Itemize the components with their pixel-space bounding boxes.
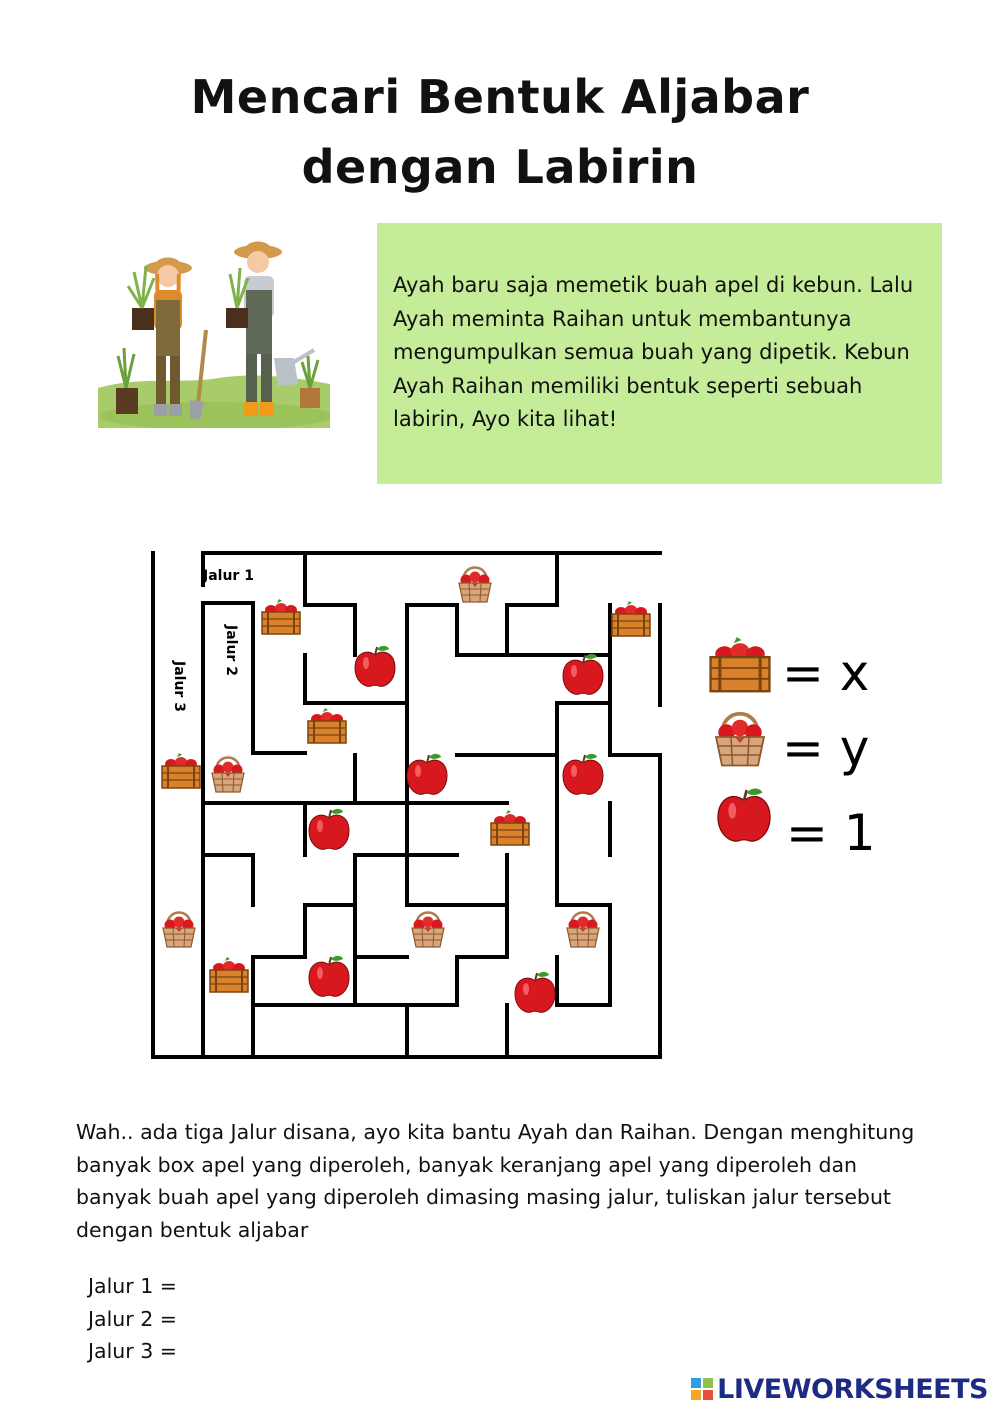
apple-basket-icon — [212, 758, 244, 793]
question-text: Wah.. ada tiga Jalur disana, ayo kita bantu Ayah dan Raihan. Dengan menghitung banyak box apel yang diperoleh, banyak keranjang apel yang diperoleh dan banyak buah apel yang diperoleh dimasing masing jalur, tuliskan jalur tersebut dengan bentuk aljabar — [76, 1120, 915, 1242]
apple-box-icon — [308, 708, 346, 743]
farmers-illustration — [98, 238, 330, 428]
answer-input-jalur-1[interactable] — [184, 1274, 404, 1300]
liveworksheets-logo-icon — [691, 1378, 713, 1400]
brand-logo[interactable] — [691, 1374, 988, 1404]
apple-basket-icon — [567, 913, 599, 948]
apple-icon — [563, 754, 603, 795]
apple-box-icon — [612, 601, 650, 636]
apple-box-icon — [162, 753, 200, 788]
apple-icon — [355, 646, 395, 687]
answer-input-jalur-2[interactable] — [184, 1307, 404, 1333]
maze-label-jalur-1: Jalur 1 — [203, 568, 254, 584]
apple-box-icon — [210, 957, 248, 992]
story-box — [377, 223, 942, 484]
answer-row-jalur-1 — [88, 1270, 404, 1303]
answer-input-jalur-3[interactable] — [184, 1339, 404, 1365]
apple-basket-icon — [163, 913, 195, 948]
legend — [706, 630, 906, 870]
apple-box-icon — [262, 599, 300, 634]
page-title — [0, 62, 1000, 202]
story-text: Ayah baru saja memetik buah apel di kebun. Lalu Ayah meminta Raihan untuk membantunya mengumpulkan semua buah yang dipetik. Kebun Ayah Raihan memiliki bentuk seperti sebuah labirin, Ayo kita lihat! — [393, 273, 914, 431]
apple-icon — [309, 956, 349, 997]
apple-basket-icon — [459, 568, 491, 603]
answer-row-jalur-3 — [88, 1335, 404, 1368]
brand-name: LIVEWORKSHEETS — [717, 1373, 988, 1405]
legend-eq-1: = 1 — [786, 804, 876, 862]
answer-row-jalur-2 — [88, 1303, 404, 1336]
maze-label-jalur-2: Jalur 2 — [223, 625, 239, 676]
answer-label: Jalur 1 = — [88, 1274, 177, 1298]
maze-label-jalur-3: Jalur 3 — [171, 661, 187, 712]
apple-basket-icon — [716, 714, 764, 766]
apple-basket-icon — [412, 913, 444, 948]
apple-icon — [407, 754, 447, 795]
potted-plant-left — [116, 348, 138, 414]
apple-box-icon — [491, 810, 529, 845]
answer-list — [88, 1270, 404, 1368]
legend-eq-y: = y — [782, 719, 870, 777]
apple-icon — [515, 972, 555, 1013]
title-line-1: Mencari Bentuk Aljabar — [190, 70, 810, 124]
apple-icon — [563, 654, 603, 695]
apple-icon — [309, 809, 349, 850]
maze — [145, 545, 670, 1065]
legend-eq-x: = x — [782, 644, 870, 702]
apple-box-icon — [711, 637, 770, 691]
answer-label: Jalur 3 = — [88, 1339, 177, 1363]
apple-icon — [718, 788, 770, 841]
title-line-2: dengan Labirin — [301, 140, 699, 194]
answer-label: Jalur 2 = — [88, 1306, 177, 1331]
